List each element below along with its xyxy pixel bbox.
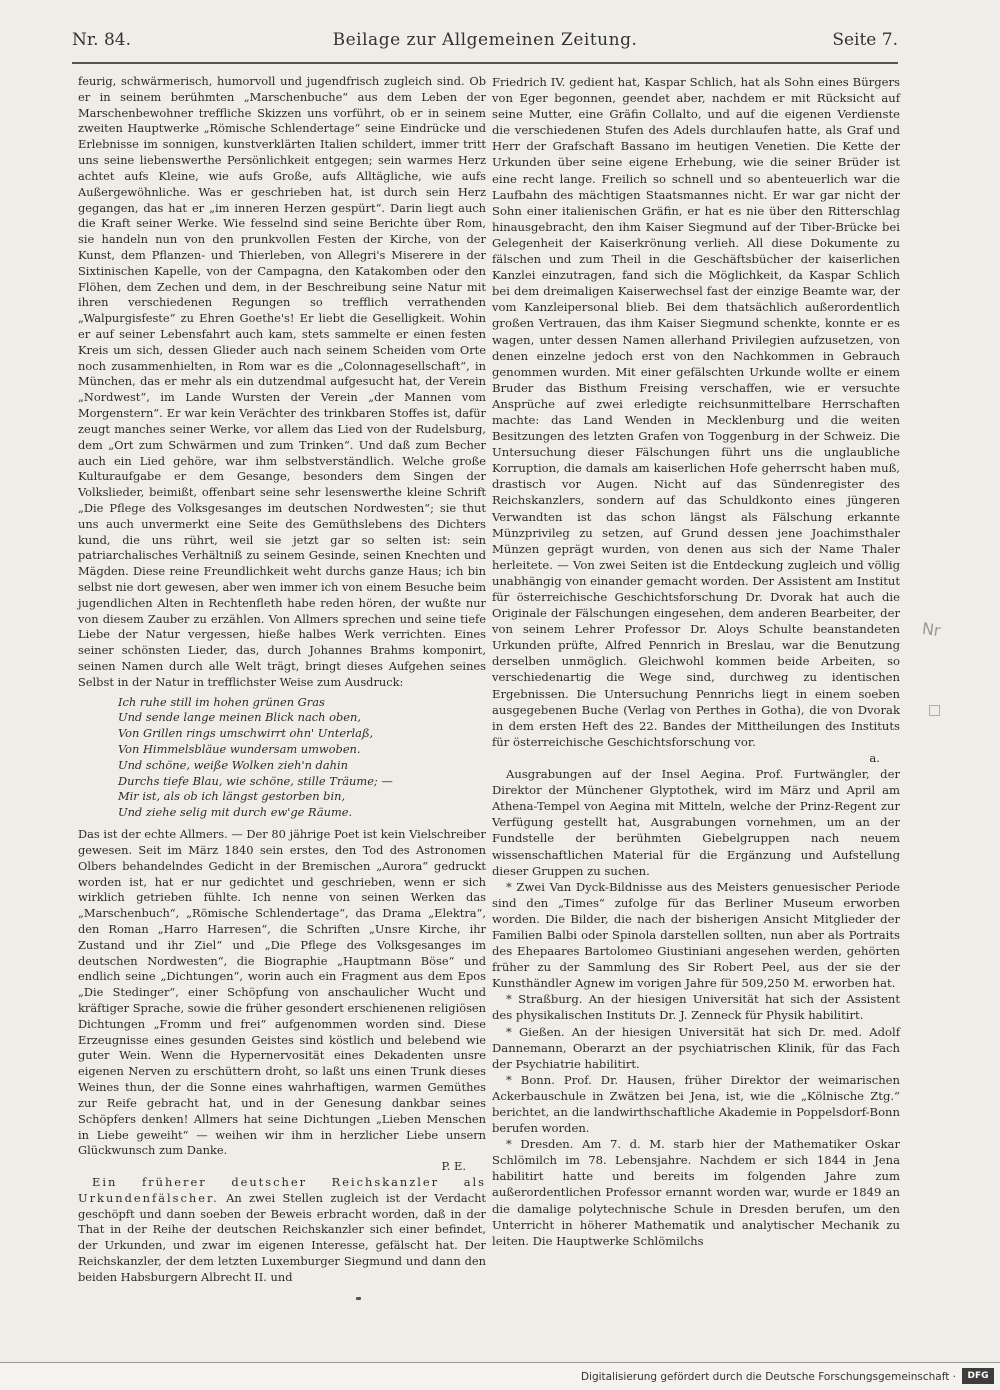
article-heading: Ein früherer deutscher Reichskanzler als Urkundenfälscher. — [78, 1174, 486, 1205]
aegina-excavation-item: Ausgrabungen auf der Insel Aegina. Prof. Furtwängler, der Direktor der Münchener Glyptothek, wird im März und April am Athena-Tempel von Aegina mit Mitteln, welche der Prinz-Regent zur Verfügung gestellt hat, Ausgrabungen vornehmen, um an der Fundstelle der berühmten Giebelgruppen nach neuem wissenschaftlichen Material für die Ergänzung und Aufstellung dieser Gruppen zu suchen. — [492, 767, 900, 878]
poem — [118, 695, 486, 821]
reichskanzler-article — [78, 1175, 486, 1286]
funding-note: Digitalisierung gefördert durch die Deutsche Forschungsgemeinschaft · — [580, 1371, 956, 1383]
strassburg-item: * Straßburg. An der hiesigen Universität hat sich der Assistent des physikalischen Instituts Dr. J. Zenneck für Physik habilitirt. — [492, 992, 900, 1023]
author-signature: a. — [869, 750, 880, 765]
poem-line: Durchs tiefe Blau, wie schöne, stille Träume; — — [118, 773, 393, 788]
dresden-item: * Dresden. Am 7. d. M. starb hier der Mathematiker Oskar Schlömilch im 78. Lebensjahre. Nachdem er sich 1844 in Jena habilitirt hatte und bereits im folgenden Jahre zum außerordentlichen Professor ernannt worden war, wurde er 1849 an die damalige polytechnische Schule in Dresden berufen, um den Unterricht in höherer Mathematik und analytischer Mechanik zu leiten. Die Hauptwerke Schlömilchs — [492, 1137, 900, 1248]
page-number: Seite 7. — [832, 30, 898, 50]
print-mark — [356, 1297, 361, 1300]
allmers-article-part2: Das ist der echte Allmers. — Der 80 jährige Poet ist kein Vielschreiber gewesen. Seit im März 1840 sein erstes, den Tod des Astronomen Olbers behandelndes Gedicht in der Bremischen „Aurora“ gedruckt worden ist, hat er nur gedichtet und geschrieben, wenn er sich wirklich getrieben fühlte. Ich nenne von seinen Werken das „Marschenbuch“, „Römische Schlendertage“, das Drama „Elektra“, den Roman „Harro Harresen“, die Schriften „Unsre Kirche, ihr Zustand und ihr Ziel“ und „Die Pflege des Volksgesanges im deutschen Nordwesten“, die Biographie „Hauptmann Böse“ und endlich seine „Dichtungen“, worin auch ein Fragment aus dem Epos „Die Stedinger“, einer Schöpfung von anschaulicher Wucht und kräftiger Sprache, sowie die früher gesondert erschienenen religiösen Dichtungen „Fromm und frei“ aufgenommen worden sind. Diese Erzeugnisse eines gesunden Geistes sind köstlich und belebend wie guter Wein. Wenn die Hypernervosität eines Dekadenten unsre eigenen Nerven zu erschüttern droht, so laßt uns einen Trunk dieses Weines thun, der die Sonne eines wahrhaftigen, warmen Gemüthes zur Reife gebracht hat, und in der Genesung dankbar seines Schöpfers denken! Allmers hat seine Dichtungen „Lieben Menschen in Liebe geweiht“ — weihen wir ihm in herzlicher Liebe unsern Glückwunsch zum Danke. — [78, 827, 486, 1158]
poem-line: Von Grillen rings umschwirrt ohn' Unterlaß, — [118, 726, 374, 741]
poem-line: Und ziehe selig mit durch ew'ge Räume. — [118, 805, 353, 820]
poem-line: Und sende lange meinen Blick nach oben, — [118, 710, 361, 725]
van-dyck-item: * Zwei Van Dyck-Bildnisse aus des Meisters genuesischer Periode sind den „Times“ zufolge für das Berliner Museum erworben worden. Die Bilder, die nach der bisherigen Ansicht Mitglieder der Familien Balbi oder Spinola darstellen sollten, nun aber als Portraits des Ehepaares Bartolomeo Giustiniani angesehen werden, gehörten früher zu der Sammlung des Sir Robert Peel, aus der sie der Kunsthändler Agnew im vorigen Jahre für 509,250 M. erworben hat. — [492, 879, 900, 991]
bonn-item: * Bonn. Prof. Dr. Hausen, früher Direktor der weimarischen Ackerbauschule in Zwätzen bei Jena, ist, wie die „Kölnische Ztg.“ berichtet, an die landwirthschaftliche Akademie in Poppelsdorf-Bonn berufen worden. — [492, 1072, 900, 1136]
left-column — [78, 74, 486, 1286]
poem-line: Von Himmelsbläue wundersam umwoben. — [118, 742, 361, 757]
header-rule — [72, 62, 898, 64]
poem-line: Mir ist, als ob ich längst gestorben bin, — [118, 789, 346, 804]
margin-annotation: □ — [928, 702, 942, 718]
poem-line: Ich ruhe still im hohen grünen Gras — [118, 694, 325, 709]
digitization-footer — [0, 1362, 1000, 1390]
author-signature: P. E. — [441, 1159, 466, 1174]
margin-annotation: Nr — [920, 618, 942, 641]
reichskanzler-article-continued: Friedrich IV. gedient hat, Kaspar Schlich, hat als Sohn eines Bürgers von Eger begonnen, geendet aber, nachdem er mit Rücksicht auf seine Mutter, eine Gräfin Collalto, und auf die eigenen Verdienste die verschiedenen Stufen des Adels durchlaufen hatte, als Graf und Herr der Grafschaft Bassano im heutigen Venetien. Die Kette der Urkunden über seine eigene Erhebung, wie die seiner Brüder ist eine recht lange. Freilich so schnell und so abenteuerlich war die Laufbahn des mächtigen Staatsmannes nicht. Er war gar nicht der Sohn einer italienischen Gräfin, er hat es nie über den Ritterschlag hinausgebracht, den ihm Kaiser Siegmund auf der Tiber-Brücke bei Gelegenheit der Kaiserkrönung verlieh. All diese Dokumente zu fälschen und zum Theil in die Geschäftsbücher der kaiserlichen Kanzlei einzutragen, fand sich die Möglichkeit, da Kaspar Schlich bei dem dreimaligen Kaiserwechsel fast der einzige Beamte war, der vom Kanzleipersonal blieb. Bei dem thatsächlich außerordentlich großen Vertrauen, das ihm Kaiser Siegmund schenkte, konnte er es wagen, unter dessen Namen allerhand Privilegien aufzusetzen, von denen einzelne jedoch erst von den Nachkommen in Gebrauch genommen wurden. Mit einer gefälschten Urkunde wollte er einem Bruder das Bisthum Freising verschaffen, wie er versuchte Ansprüche auf zwei erledigte reichsunmittelbare Herrschaften machte: das Land Wenden in Mecklenburg und die weiten Besitzungen des letzten Grafen von Toggenburg in der Schweiz. Die Untersuchung dieser Fälschungen führt uns die unglaubliche Korruption, die damals am kaiserlichen Hofe geherrscht haben muß, drastisch vor Augen. Nicht auf das Sündenregister des Reichskanzlers, sondern auf das Schuldkonto eines jüngeren Verwandten ist das schon längst als Fälschung erkannte Münzprivileg zu setzen, auf Grund dessen jene Joachimsthaler Münzen geprägt wurden, von denen aus sich der Name Thaler herleitete. — Von zwei Seiten ist die Entdeckung zugleich und völlig unabhängig von einander gemacht worden. Der Assistent am Institut für österreichische Geschichtsforschung Dr. Dvorak hat auch die Originale der Fälschungen eingesehen, dem anderen Bearbeiter, der von seinem Lehrer Professor Dr. Aloys Schulte beanstandeten Urkunden prüfte, Alfred Pennrich in Breslau, war die Benutzung derselben unmöglich. Gleichwohl kommen beide Arbeiten, so verschiedenartig die Wege sind, durchweg zu identischen Ergebnissen. Die Untersuchung Pennrichs liegt in einem soeben ausgegebenen Buche (Verlag von Perthes in Gotha), die von Dvorak in dem ersten Heft des 22. Bandes der Mittheilungen des Instituts für österreichische Geschichtsforschung vor. — [492, 75, 900, 749]
issue-number: Nr. 84. — [72, 30, 131, 50]
allmers-article-part1: feurig, schwärmerisch, humorvoll und jugendfrisch zugleich sind. Ob er in seinem berühmten „Marschenbuche“ aus dem Leben der Marschenbewohner treffliche Skizzen uns vorführt, ob er in seinem zweiten Hauptwerke „Römische Schlendertage“ seine Eindrücke und Erlebnisse im sonnigen, kunstverklärten Italien schildert, immer tritt uns seine liebenswerthe Persönlichkeit entgegen; sein warmes Herz achtet aufs Kleine, wie aufs Große, aufs Alltägliche, wie aufs Außergewöhnliche. Was er geschrieben hat, ist durch sein Herz gegangen, das hat er „im inneren Herzen gespürt“. Darin liegt auch die Kraft seiner Werke. Wie fesselnd sind seine Berichte über Rom, sie handeln nun von den prunkvollen Festen der Kirche, von der Kunst, dem Pflanzen- und Thierleben, von Allegri's Miserere in der Sixtinischen Kapelle, von der Campagna, den Katakomben oder den Flöhen, dem Zechen und dem, in der Beschreibung seine Natur mit ihren verschiedenen Regungen so trefflich verrathenden „Walpurgisfeste“ zu Ehren Goethe's! Er liebt die Geselligkeit. Wohin er auf seiner Lebensfahrt auch kam, stets sammelte er einen festen Kreis um sich, dessen Glieder auch nach seinem Scheiden vom Orte noch zusammenhielten, in Rom war es die „Colonnagesellschaft“, in München, das er mehr als ein dutzendmal aufgesucht hat, der Verein „Nordwest“, im Lande Wursten der Verein „der Mannen vom Morgenstern“. Er war kein Verächter des trinkbaren Stoffes ist, dafür zeugt manches seiner Werke, vor allem das Lied von der Rudelsburg, dem „Ort zum Schwärmen und zum Trinken“. Und daß zum Becher auch ein Lied gehöre, war ihm selbstverständlich. Welche große Kulturaufgabe er dem Gesange, besonders dem Singen der Volkslieder, beimißt, offenbart seine sehr lesenswerthe kleine Schrift „Die Pflege des Volksgesanges im deutschen Nordwesten“; sie thut uns auch unvermerkt eine Seite des Gemüthslebens des Dichters kund, die uns rührt, weil sie jetzt gar so selten ist: sein patriarchalisches Verhältniß zu seinem Gesinde, seinen Knechten und Mägden. Diese reine Freundlichkeit weht durchs ganze Haus; ich bin selbst nie dort gewesen, aber wen immer ich von einem Besuche beim jugendlichen Alten in Rechtenfleth habe reden hören, der wußte nur von diesem Zauber zu erzählen. Von Allmers sprechen und seine tiefe Liebe der Natur vergessen, hieße halbes Werk verrichten. Eines seiner schönsten Lieder, das, durch Johannes Brahms komponirt, seinen Namen durch alle Welt trägt, bringt dieses Aufgehen seines Selbst in der Natur in trefflichster Weise zum Ausdruck: — [78, 74, 486, 689]
giessen-item: * Gießen. An der hiesigen Universität hat sich Dr. med. Adolf Dannemann, Oberarzt an der psychiatrischen Klinik, für das Fach der Psychiatrie habilitirt. — [492, 1024, 900, 1071]
supplement-title: Beilage zur Allgemeinen Zeitung. — [332, 30, 638, 50]
article-body: An zwei Stellen zugleich ist der Verdacht geschöpft und dann soeben der Beweis erbracht worden, daß in der That in der Reihe der deutschen Reichskanzler sich einer befindet, der Urkunden, und zwar im eigenen Interesse, gefälscht hat. Der Reichskanzler, der dem letzten Luxemburger Siegmund und dann den beiden Habsburgern Albrecht II. und — [78, 1190, 486, 1284]
dfg-logo[interactable]: DFG — [962, 1368, 994, 1384]
page-header — [72, 30, 898, 56]
poem-line: Und schöne, weiße Wolken zieh'n dahin — [118, 757, 348, 772]
right-column — [492, 74, 900, 1249]
